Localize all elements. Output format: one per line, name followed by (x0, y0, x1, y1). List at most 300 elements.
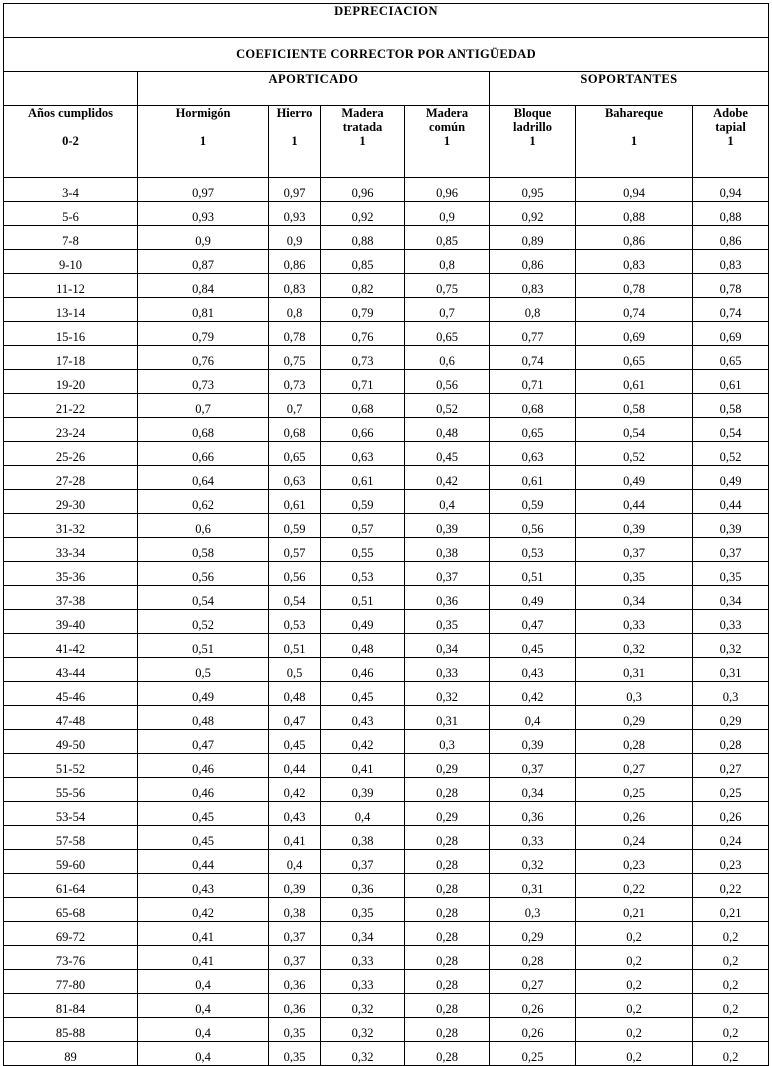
coefficient-cell: 0,28 (405, 922, 490, 946)
coefficient-cell: 0,78 (693, 274, 769, 298)
column-header-years (4, 106, 138, 178)
coefficient-cell: 0,32 (576, 634, 693, 658)
coefficient-cell: 0,36 (490, 802, 576, 826)
coefficient-cell: 0,75 (405, 274, 490, 298)
coefficient-cell: 0,83 (693, 250, 769, 274)
coefficient-cell: 0,78 (269, 322, 321, 346)
coefficient-cell: 0,71 (490, 370, 576, 394)
years-cell: 25-26 (4, 442, 138, 466)
coefficient-cell: 0,27 (576, 754, 693, 778)
coefficient-cell: 0,31 (693, 658, 769, 682)
coefficient-cell: 0,45 (269, 730, 321, 754)
coefficient-cell: 0,2 (576, 970, 693, 994)
coefficient-cell: 0,97 (138, 178, 269, 202)
table-row (4, 442, 769, 466)
table-row (4, 586, 769, 610)
coefficient-cell: 0,29 (405, 754, 490, 778)
coefficient-cell: 0,42 (490, 682, 576, 706)
years-cell: 59-60 (4, 850, 138, 874)
column-header-value: 1 (727, 134, 734, 148)
coefficient-cell: 0,55 (321, 538, 405, 562)
coefficient-cell: 0,57 (321, 514, 405, 538)
coefficient-cell: 0,28 (405, 946, 490, 970)
coefficient-cell: 0,29 (576, 706, 693, 730)
years-cell: 43-44 (4, 658, 138, 682)
table-row (4, 850, 769, 874)
coefficient-cell: 0,94 (576, 178, 693, 202)
coefficient-cell: 0,46 (321, 658, 405, 682)
coefficient-cell: 0,65 (576, 346, 693, 370)
coefficient-cell: 0,68 (321, 394, 405, 418)
coefficient-cell: 0,61 (693, 370, 769, 394)
years-cell: 61-64 (4, 874, 138, 898)
coefficient-cell: 0,31 (490, 874, 576, 898)
coefficient-cell: 0,35 (321, 898, 405, 922)
coefficient-cell: 0,94 (693, 178, 769, 202)
coefficient-cell: 0,39 (269, 874, 321, 898)
table-row (4, 346, 769, 370)
coefficient-cell: 0,39 (321, 778, 405, 802)
coefficient-cell: 0,51 (321, 586, 405, 610)
coefficient-cell: 0,22 (576, 874, 693, 898)
coefficient-cell: 0,89 (490, 226, 576, 250)
years-cell: 89 (4, 1042, 138, 1066)
years-cell: 69-72 (4, 922, 138, 946)
years-cell: 45-46 (4, 682, 138, 706)
coefficient-cell: 0,5 (138, 658, 269, 682)
coefficient-cell: 0,2 (576, 994, 693, 1018)
years-cell: 5-6 (4, 202, 138, 226)
coefficient-cell: 0,45 (405, 442, 490, 466)
coefficient-cell: 0,2 (576, 1042, 693, 1066)
coefficient-cell: 0,34 (576, 586, 693, 610)
coefficient-cell: 0,54 (269, 586, 321, 610)
years-cell: 19-20 (4, 370, 138, 394)
coefficient-cell: 0,26 (576, 802, 693, 826)
coefficient-cell: 0,37 (269, 922, 321, 946)
coefficient-cell: 0,83 (490, 274, 576, 298)
coefficient-cell: 0,4 (138, 994, 269, 1018)
table-row (4, 874, 769, 898)
column-header-adobe-tapial (693, 106, 769, 178)
coefficient-cell: 0,22 (693, 874, 769, 898)
coefficient-cell: 0,2 (576, 922, 693, 946)
coefficient-cell: 0,29 (490, 922, 576, 946)
coefficient-cell: 0,52 (576, 442, 693, 466)
column-header-label: Bahareque (604, 106, 664, 120)
column-header-value: 1 (291, 134, 298, 148)
years-cell: 37-38 (4, 586, 138, 610)
coefficient-cell: 0,32 (405, 682, 490, 706)
coefficient-cell: 0,2 (693, 946, 769, 970)
coefficient-cell: 0,79 (138, 322, 269, 346)
coefficient-cell: 0,2 (693, 994, 769, 1018)
coefficient-cell: 0,43 (490, 658, 576, 682)
coefficient-cell: 0,84 (138, 274, 269, 298)
table-row (4, 466, 769, 490)
years-cell: 17-18 (4, 346, 138, 370)
years-cell: 77-80 (4, 970, 138, 994)
coefficient-cell: 0,83 (269, 274, 321, 298)
coefficient-cell: 0,68 (490, 394, 576, 418)
coefficient-cell: 0,44 (693, 490, 769, 514)
coefficient-cell: 0,41 (321, 754, 405, 778)
coefficient-cell: 0,49 (576, 466, 693, 490)
coefficient-cell: 0,34 (693, 586, 769, 610)
coefficient-cell: 0,64 (138, 466, 269, 490)
table-row (4, 394, 769, 418)
coefficient-cell: 0,26 (490, 994, 576, 1018)
table-row (4, 274, 769, 298)
coefficient-cell: 0,48 (138, 706, 269, 730)
coefficient-cell: 0,61 (269, 490, 321, 514)
column-header-madera-tratada (321, 106, 405, 178)
coefficient-cell: 0,59 (490, 490, 576, 514)
coefficient-cell: 0,54 (576, 418, 693, 442)
table-row (4, 418, 769, 442)
table-row (4, 250, 769, 274)
coefficient-cell: 0,32 (321, 1018, 405, 1042)
coefficient-cell: 0,32 (321, 1042, 405, 1066)
coefficient-cell: 0,88 (321, 226, 405, 250)
coefficient-cell: 0,4 (269, 850, 321, 874)
coefficient-cell: 0,57 (269, 538, 321, 562)
table-row (4, 898, 769, 922)
coefficient-cell: 0,43 (269, 802, 321, 826)
coefficient-cell: 0,92 (321, 202, 405, 226)
coefficient-cell: 0,93 (269, 202, 321, 226)
coefficient-cell: 0,51 (269, 634, 321, 658)
column-header-label: Madera (341, 106, 384, 120)
table-row (4, 514, 769, 538)
coefficient-cell: 0,35 (269, 1042, 321, 1066)
years-cell: 57-58 (4, 826, 138, 850)
coefficient-cell: 0,77 (490, 322, 576, 346)
coefficient-cell: 0,65 (269, 442, 321, 466)
years-cell: 85-88 (4, 1018, 138, 1042)
coefficient-cell: 0,44 (576, 490, 693, 514)
coefficient-cell: 0,26 (693, 802, 769, 826)
coefficient-cell: 0,28 (405, 874, 490, 898)
column-header-value: 1 (199, 134, 207, 148)
table-row (4, 970, 769, 994)
column-header-label-2: común (428, 120, 466, 134)
column-header-value: 1 (529, 134, 536, 148)
coefficient-cell: 0,66 (138, 442, 269, 466)
years-cell: 21-22 (4, 394, 138, 418)
group-header-aporticado: APORTICADO (138, 72, 490, 106)
coefficient-cell: 0,58 (138, 538, 269, 562)
coefficient-cell: 0,76 (321, 322, 405, 346)
table-row (4, 994, 769, 1018)
coefficient-cell: 0,52 (405, 394, 490, 418)
coefficient-cell: 0,33 (490, 826, 576, 850)
coefficient-cell: 0,3 (405, 730, 490, 754)
coefficient-cell: 0,48 (405, 418, 490, 442)
coefficient-cell: 0,36 (321, 874, 405, 898)
coefficient-cell: 0,62 (138, 490, 269, 514)
coefficient-cell: 0,6 (138, 514, 269, 538)
coefficient-cell: 0,63 (269, 466, 321, 490)
coefficient-cell: 0,31 (405, 706, 490, 730)
coefficient-cell: 0,86 (693, 226, 769, 250)
coefficient-cell: 0,23 (693, 850, 769, 874)
coefficient-cell: 0,44 (269, 754, 321, 778)
coefficient-cell: 0,53 (321, 562, 405, 586)
column-header-value: 1 (359, 134, 366, 148)
column-header-bloque-ladrillo (490, 106, 576, 178)
column-header-label: Madera (425, 106, 469, 120)
coefficient-cell: 0,24 (576, 826, 693, 850)
column-header-value: 1 (630, 134, 638, 148)
column-header-label: Hormigón (175, 106, 231, 120)
table-row (4, 1042, 769, 1066)
coefficient-cell: 0,24 (693, 826, 769, 850)
coefficient-cell: 0,4 (405, 490, 490, 514)
coefficient-cell: 0,93 (138, 202, 269, 226)
years-cell: 53-54 (4, 802, 138, 826)
coefficient-cell: 0,61 (576, 370, 693, 394)
coefficient-cell: 0,2 (693, 970, 769, 994)
coefficient-cell: 0,37 (269, 946, 321, 970)
years-cell: 39-40 (4, 610, 138, 634)
years-cell: 65-68 (4, 898, 138, 922)
coefficient-cell: 0,45 (138, 802, 269, 826)
coefficient-cell: 0,42 (269, 778, 321, 802)
table-row (4, 802, 769, 826)
years-cell: 7-8 (4, 226, 138, 250)
coefficient-cell: 0,41 (269, 826, 321, 850)
coefficient-cell: 0,95 (490, 178, 576, 202)
table-row (4, 754, 769, 778)
coefficient-cell: 0,28 (405, 1042, 490, 1066)
coefficient-cell: 0,65 (405, 322, 490, 346)
years-cell: 29-30 (4, 490, 138, 514)
coefficient-cell: 0,96 (321, 178, 405, 202)
coefficient-cell: 0,42 (321, 730, 405, 754)
coefficient-cell: 0,85 (321, 250, 405, 274)
coefficient-cell: 0,46 (138, 778, 269, 802)
table-row (4, 610, 769, 634)
column-header-bahareque (576, 106, 693, 178)
years-cell: 35-36 (4, 562, 138, 586)
coefficient-cell: 0,4 (138, 970, 269, 994)
coefficient-cell: 0,51 (138, 634, 269, 658)
coefficient-cell: 0,47 (490, 610, 576, 634)
coefficient-cell: 0,42 (405, 466, 490, 490)
table-row (4, 322, 769, 346)
coefficient-cell: 0,73 (321, 346, 405, 370)
coefficient-cell: 0,35 (693, 562, 769, 586)
years-cell: 11-12 (4, 274, 138, 298)
years-cell: 49-50 (4, 730, 138, 754)
coefficient-cell: 0,96 (405, 178, 490, 202)
column-header-label-2: ladrillo (513, 120, 552, 134)
years-cell: 3-4 (4, 178, 138, 202)
coefficient-cell: 0,59 (269, 514, 321, 538)
coefficient-cell: 0,63 (490, 442, 576, 466)
table-row (4, 778, 769, 802)
column-header-hormigon (138, 106, 269, 178)
coefficient-cell: 0,33 (576, 610, 693, 634)
coefficient-cell: 0,73 (138, 370, 269, 394)
coefficient-cell: 0,35 (405, 610, 490, 634)
coefficient-cell: 0,56 (490, 514, 576, 538)
coefficient-cell: 0,9 (138, 226, 269, 250)
coefficient-cell: 0,35 (269, 1018, 321, 1042)
coefficient-cell: 0,49 (693, 466, 769, 490)
coefficient-cell: 0,21 (693, 898, 769, 922)
coefficient-cell: 0,51 (490, 562, 576, 586)
column-header-hierro (269, 106, 321, 178)
coefficient-cell: 0,63 (321, 442, 405, 466)
coefficient-cell: 0,26 (490, 1018, 576, 1042)
coefficient-cell: 0,56 (405, 370, 490, 394)
column-header-label: Bloque (513, 106, 552, 120)
coefficient-cell: 0,3 (576, 682, 693, 706)
coefficient-cell: 0,83 (576, 250, 693, 274)
coefficient-cell: 0,35 (576, 562, 693, 586)
coefficient-cell: 0,33 (693, 610, 769, 634)
coefficient-cell: 0,61 (321, 466, 405, 490)
coefficient-cell: 0,79 (321, 298, 405, 322)
table-row (4, 826, 769, 850)
coefficient-cell: 0,7 (138, 394, 269, 418)
coefficient-cell: 0,92 (490, 202, 576, 226)
coefficient-cell: 0,48 (321, 634, 405, 658)
coefficient-cell: 0,53 (490, 538, 576, 562)
years-cell: 81-84 (4, 994, 138, 1018)
coefficient-cell: 0,28 (405, 898, 490, 922)
coefficient-cell: 0,81 (138, 298, 269, 322)
coefficient-cell: 0,3 (693, 682, 769, 706)
coefficient-cell: 0,28 (405, 778, 490, 802)
coefficient-cell: 0,87 (138, 250, 269, 274)
years-cell: 27-28 (4, 466, 138, 490)
coefficient-cell: 0,86 (490, 250, 576, 274)
coefficient-cell: 0,6 (405, 346, 490, 370)
column-header-label-2: tapial (715, 120, 746, 134)
coefficient-cell: 0,52 (693, 442, 769, 466)
coefficient-cell: 0,85 (405, 226, 490, 250)
coefficient-cell: 0,25 (693, 778, 769, 802)
coefficient-cell: 0,8 (490, 298, 576, 322)
coefficient-cell: 0,41 (138, 946, 269, 970)
coefficient-cell: 0,54 (138, 586, 269, 610)
years-cell: 13-14 (4, 298, 138, 322)
coefficient-cell: 0,4 (490, 706, 576, 730)
coefficient-cell: 0,74 (490, 346, 576, 370)
coefficient-cell: 0,49 (490, 586, 576, 610)
coefficient-cell: 0,7 (405, 298, 490, 322)
table-row (4, 202, 769, 226)
coefficient-cell: 0,74 (576, 298, 693, 322)
coefficient-cell: 0,86 (269, 250, 321, 274)
coefficient-cell: 0,37 (693, 538, 769, 562)
coefficient-cell: 0,3 (490, 898, 576, 922)
coefficient-cell: 0,37 (321, 850, 405, 874)
coefficient-cell: 0,68 (138, 418, 269, 442)
column-header-label: Hierro (276, 106, 313, 120)
coefficient-cell: 0,23 (576, 850, 693, 874)
coefficient-cell: 0,69 (693, 322, 769, 346)
coefficient-cell: 0,86 (576, 226, 693, 250)
coefficient-cell: 0,27 (693, 754, 769, 778)
coefficient-cell: 0,37 (576, 538, 693, 562)
column-header-label: Adobe (713, 106, 748, 120)
table-row (4, 946, 769, 970)
years-cell: 51-52 (4, 754, 138, 778)
coefficient-cell: 0,2 (693, 1018, 769, 1042)
table-subtitle: COEFICIENTE CORRECTOR POR ANTIGÜEDAD (4, 38, 769, 72)
coefficient-cell: 0,74 (693, 298, 769, 322)
coefficient-cell: 0,33 (321, 970, 405, 994)
table-row (4, 1018, 769, 1042)
table-row (4, 922, 769, 946)
table-row (4, 730, 769, 754)
coefficient-cell: 0,43 (321, 706, 405, 730)
coefficient-cell: 0,47 (269, 706, 321, 730)
coefficient-cell: 0,36 (405, 586, 490, 610)
years-cell: 33-34 (4, 538, 138, 562)
coefficient-cell: 0,39 (693, 514, 769, 538)
coefficient-cell: 0,65 (693, 346, 769, 370)
years-cell: 15-16 (4, 322, 138, 346)
coefficient-cell: 0,61 (490, 466, 576, 490)
coefficient-cell: 0,46 (138, 754, 269, 778)
table-row (4, 634, 769, 658)
coefficient-cell: 0,66 (321, 418, 405, 442)
years-cell: 55-56 (4, 778, 138, 802)
coefficient-cell: 0,25 (576, 778, 693, 802)
years-cell: 41-42 (4, 634, 138, 658)
coefficient-cell: 0,36 (269, 994, 321, 1018)
years-cell: 23-24 (4, 418, 138, 442)
coefficient-cell: 0,31 (576, 658, 693, 682)
coefficient-cell: 0,2 (576, 946, 693, 970)
coefficient-cell: 0,32 (321, 994, 405, 1018)
coefficient-cell: 0,42 (138, 898, 269, 922)
coefficient-cell: 0,75 (269, 346, 321, 370)
coefficient-cell: 0,4 (321, 802, 405, 826)
coefficient-cell: 0,28 (405, 850, 490, 874)
coefficient-cell: 0,29 (405, 802, 490, 826)
table-row (4, 490, 769, 514)
coefficient-cell: 0,52 (138, 610, 269, 634)
coefficient-cell: 0,39 (490, 730, 576, 754)
coefficient-cell: 0,56 (138, 562, 269, 586)
coefficient-cell: 0,28 (490, 946, 576, 970)
coefficient-cell: 0,68 (269, 418, 321, 442)
coefficient-cell: 0,56 (269, 562, 321, 586)
coefficient-cell: 0,76 (138, 346, 269, 370)
table-row (4, 658, 769, 682)
coefficient-cell: 0,4 (138, 1018, 269, 1042)
coefficient-cell: 0,34 (405, 634, 490, 658)
coefficient-cell: 0,2 (693, 1042, 769, 1066)
table-row (4, 562, 769, 586)
coefficient-cell: 0,34 (321, 922, 405, 946)
coefficient-cell: 0,25 (490, 1042, 576, 1066)
coefficient-cell: 0,45 (490, 634, 576, 658)
coefficient-cell: 0,38 (321, 826, 405, 850)
column-header-label-2: tratada (342, 120, 383, 134)
coefficient-cell: 0,44 (138, 850, 269, 874)
years-cell: 73-76 (4, 946, 138, 970)
coefficient-cell: 0,49 (321, 610, 405, 634)
coefficient-cell: 0,41 (138, 922, 269, 946)
table-title: DEPRECIACION (4, 4, 769, 38)
